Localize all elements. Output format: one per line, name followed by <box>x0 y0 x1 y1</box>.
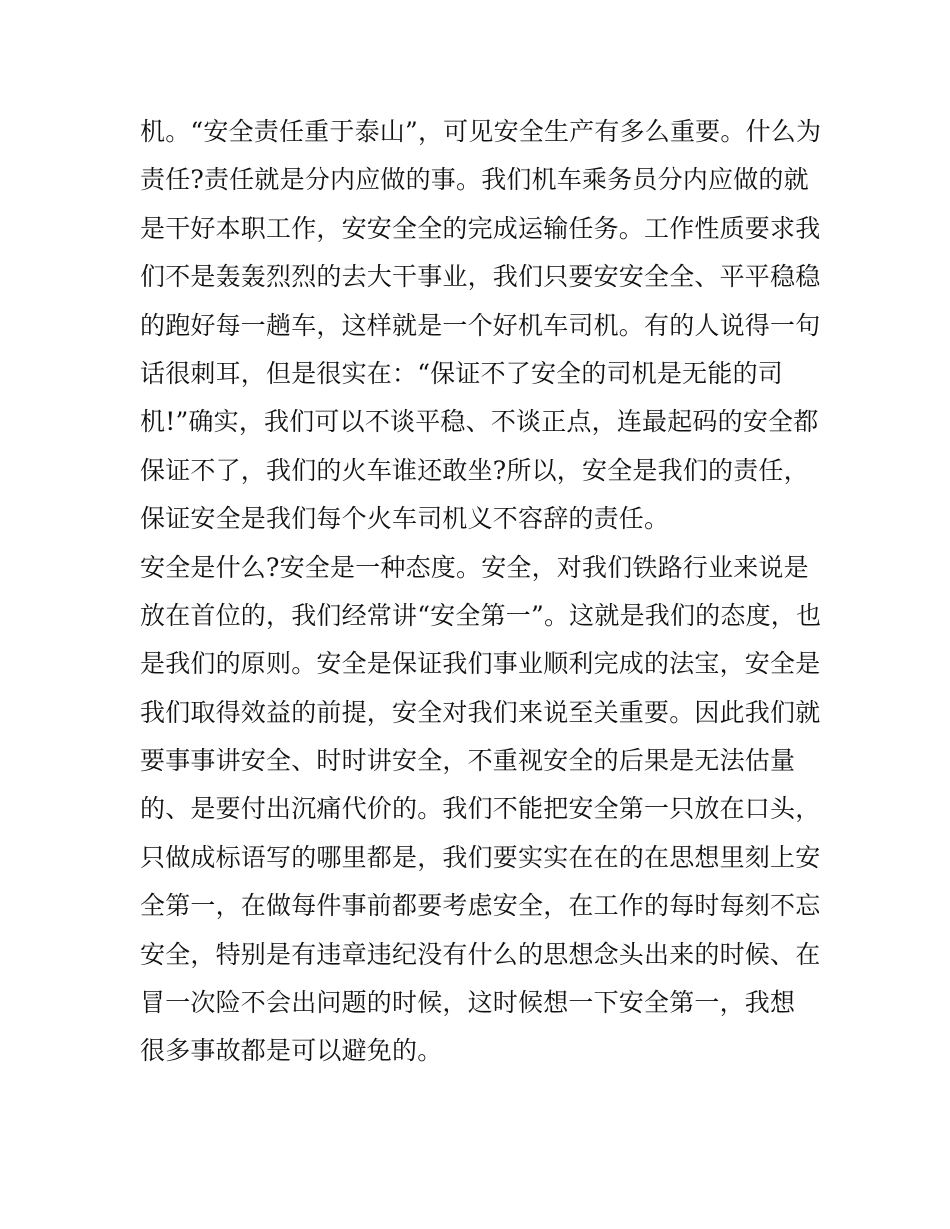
text-line: 机!”确实，我们可以不谈平稳、不谈正点，连最起码的安全都 <box>140 407 819 437</box>
text-line: 责任?责任就是分内应做的事。我们机车乘务员分内应做的就 <box>140 165 809 195</box>
document-body <box>140 108 820 1076</box>
text-line: 保证不了，我们的火车谁还敢坐?所以，安全是我们的责任， <box>140 455 809 485</box>
text-line: 只做成标语写的哪里都是，我们要实实在在的在思想里刻上安 <box>140 842 821 872</box>
text-line: 话很刺耳，但是很实在：“保证不了安全的司机是无能的司 <box>140 358 783 388</box>
text-line: 机。“安全责任重于泰山”，可见安全生产有多么重要。什么为 <box>140 117 822 146</box>
paragraph-2 <box>140 544 820 1076</box>
text-line: 放在首位的，我们经常讲“安全第一”。这就是我们的态度，也 <box>140 600 822 630</box>
text-line: 是我们的原则。安全是保证我们事业顺利完成的法宝，安全是 <box>140 649 821 679</box>
text-line: 们不是轰轰烈烈的去大干事业，我们只要安安全全、平平稳稳 <box>140 262 821 292</box>
text-line: 保证安全是我们每个火车司机义不容辞的责任。 <box>140 504 670 534</box>
text-line: 冒一次险不会出问题的时候，这时候想一下安全第一，我想 <box>140 988 796 1018</box>
text-line: 的、是要付出沉痛代价的。我们不能把安全第一只放在口头， <box>140 794 821 824</box>
text-line: 要事事讲安全、时时讲安全，不重视安全的后果是无法估量 <box>140 746 796 776</box>
text-line: 安全，特别是有违章违纪没有什么的思想念头出来的时候、在 <box>140 939 821 969</box>
text-line: 全第一，在做每件事前都要考虑安全，在工作的每时每刻不忘 <box>140 891 821 921</box>
paragraph-1 <box>140 108 820 544</box>
text-line: 安全是什么?安全是一种态度。安全，对我们铁路行业来说是 <box>140 552 809 582</box>
text-line: 我们取得效益的前提，安全对我们来说至关重要。因此我们就 <box>140 697 821 727</box>
text-line: 是干好本职工作，安安全全的完成运输任务。工作性质要求我 <box>140 213 821 243</box>
text-line: 的跑好每一趟车，这样就是一个好机车司机。有的人说得一句 <box>140 310 821 340</box>
text-line: 很多事故都是可以避免的。 <box>140 1036 443 1066</box>
